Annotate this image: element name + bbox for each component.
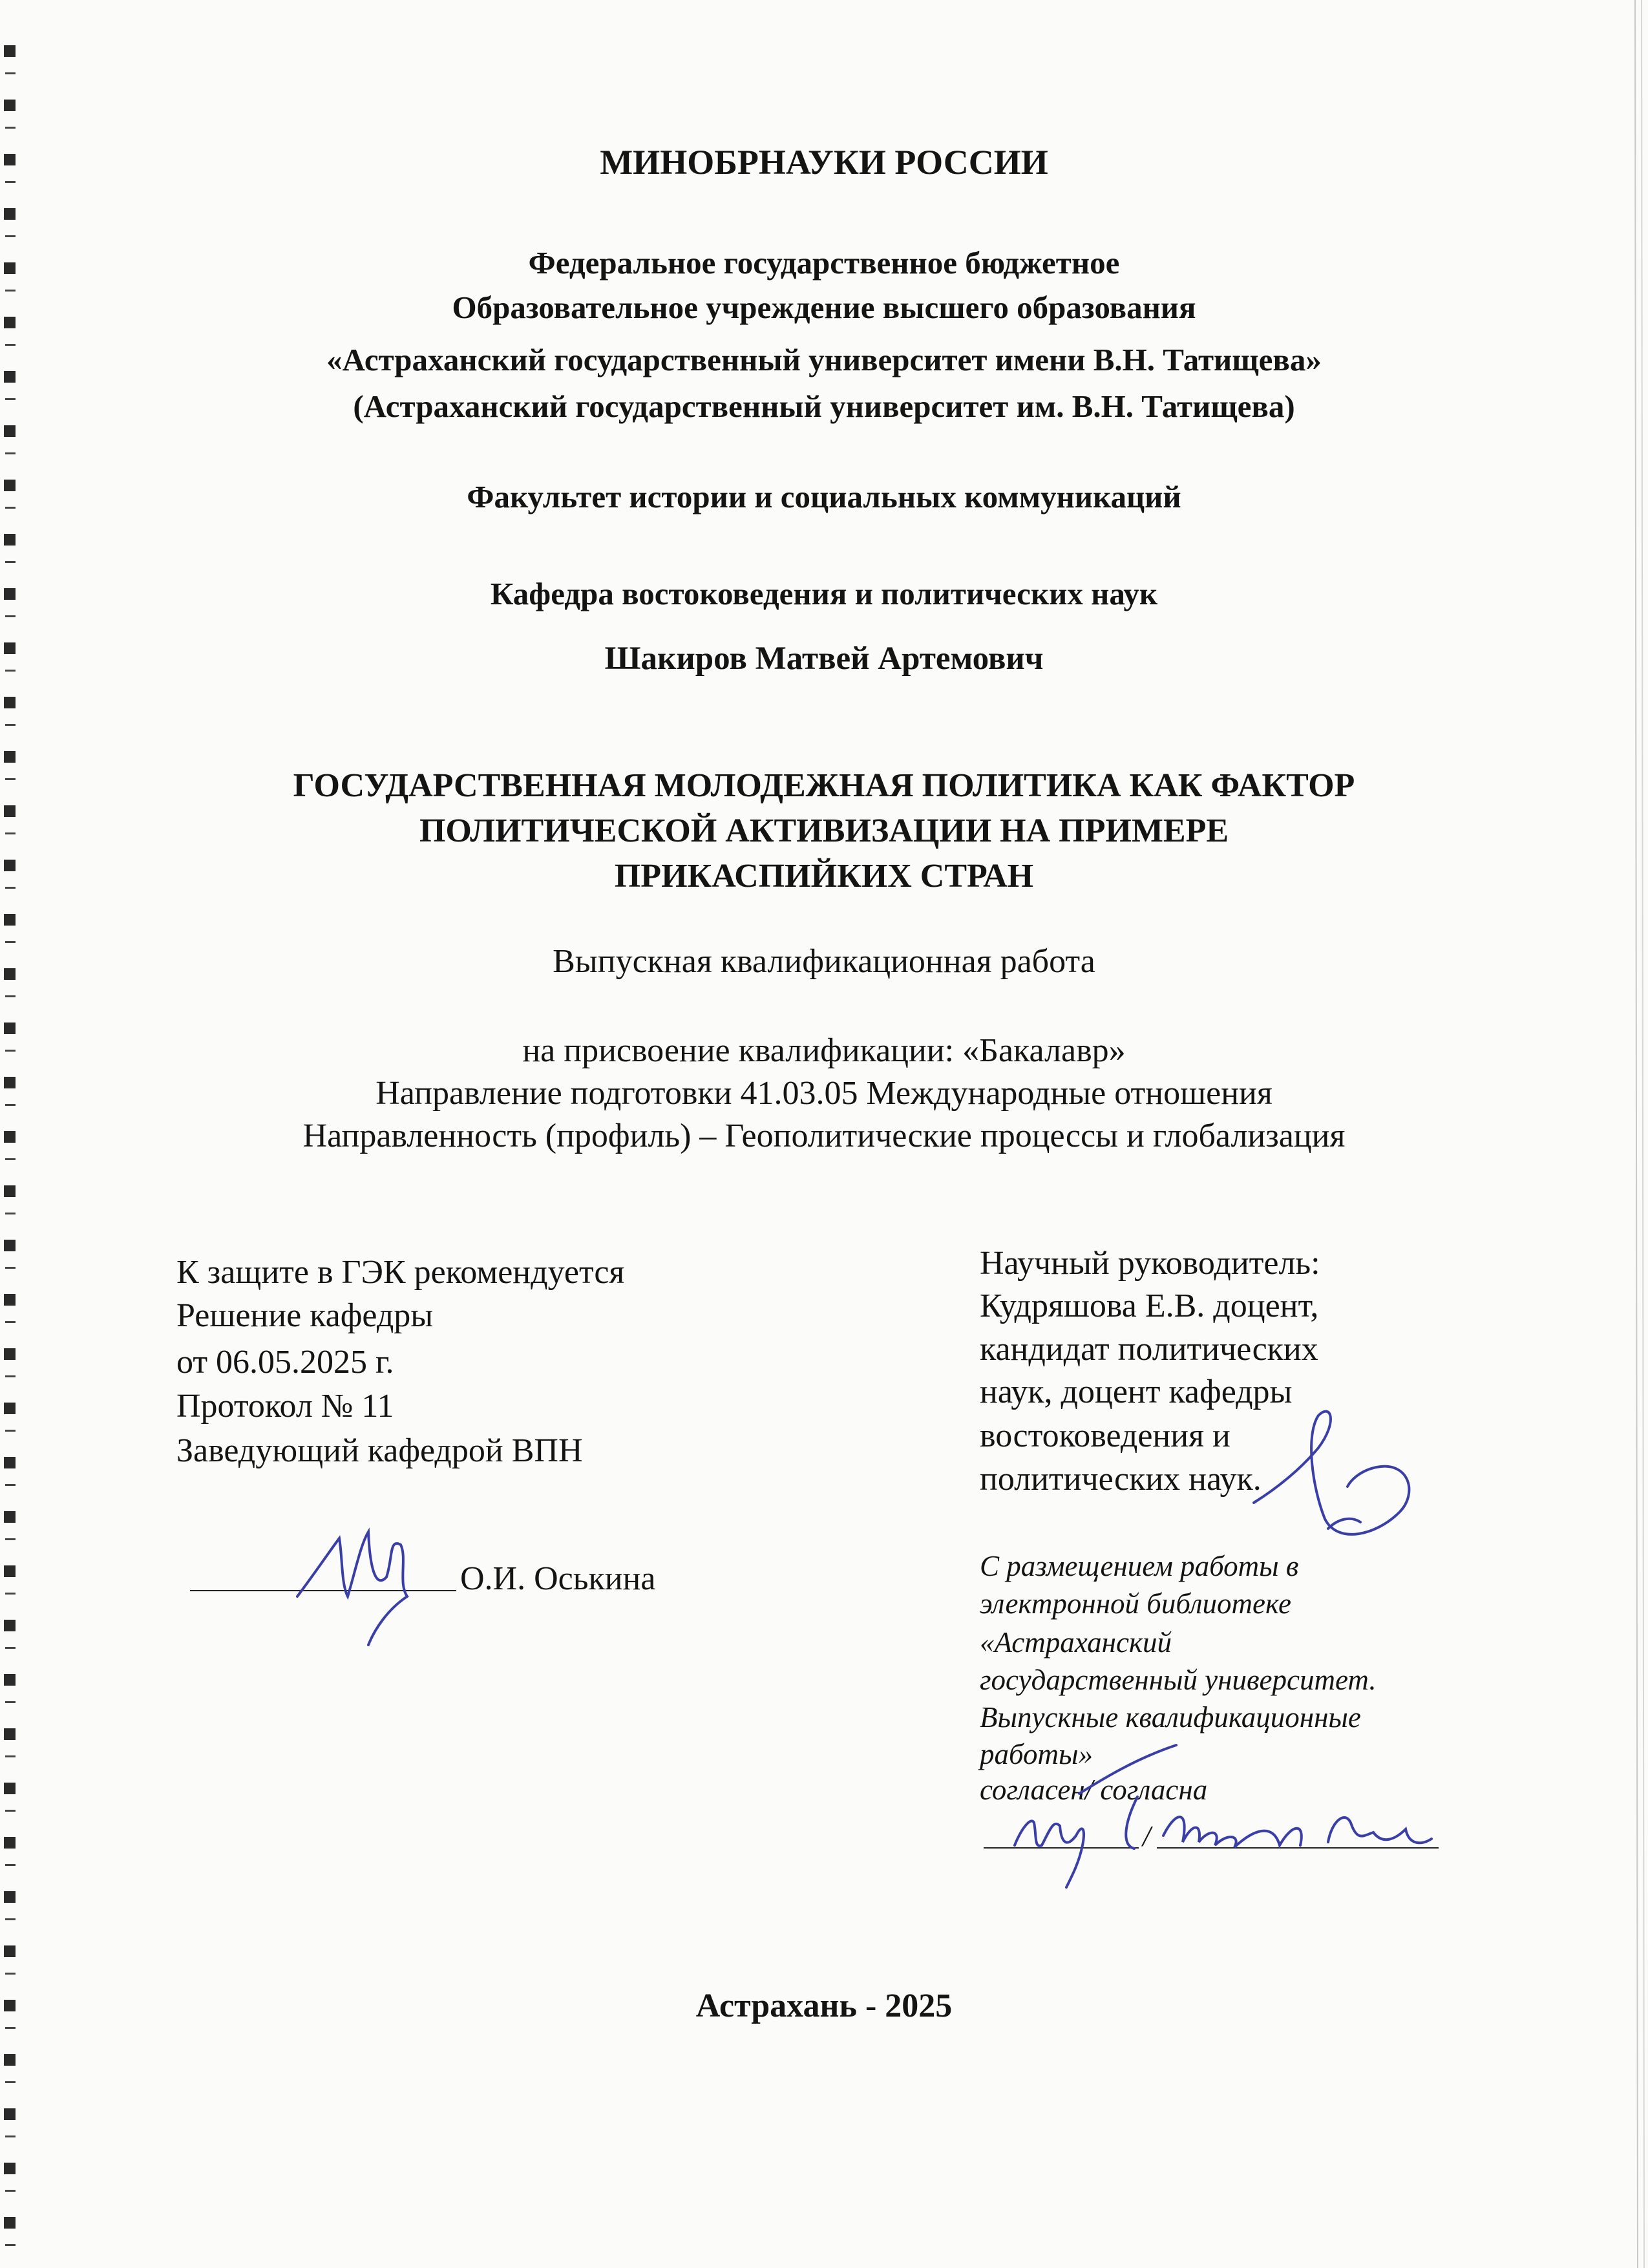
faculty-name: Факультет истории и социальных коммуникаций: [467, 479, 1181, 514]
binding-ring: [4, 45, 16, 57]
binding-tick: [5, 2136, 16, 2137]
binding-ring: [4, 751, 16, 763]
binding-tick: [5, 1755, 16, 1757]
consent-line-4: государственный университет.: [980, 1664, 1377, 1696]
binding-tick: [5, 724, 16, 726]
binding-ring: [4, 1348, 16, 1360]
binding-ring: [4, 1783, 16, 1794]
head-signer-name: О.И. Оськина: [460, 1560, 656, 1597]
consent-separator: /: [1143, 1820, 1151, 1852]
binding-ring: [4, 1294, 16, 1306]
ministry-heading: МИНОБРНАУКИ РОССИИ: [600, 143, 1048, 182]
binding-ring: [4, 208, 16, 220]
binding-ring: [4, 2054, 16, 2066]
binding-tick: [5, 235, 16, 237]
binding-tick: [5, 1213, 16, 1214]
binding-ring: [4, 425, 16, 437]
qualification-line: на присвоение квалификации: «Бакалавр»: [522, 1032, 1126, 1069]
binding-tick: [5, 1864, 16, 1866]
binding-ring: [4, 1185, 16, 1197]
binding-ring: [4, 1891, 16, 1903]
binding-ring: [4, 1728, 16, 1740]
thesis-title-line-3: ПРИКАСПИЙКИХ СТРАН: [614, 858, 1034, 895]
binding-ring: [4, 1511, 16, 1523]
binding-ring: [4, 1565, 16, 1577]
binding-tick: [5, 1538, 16, 1540]
institution-line-3: «Астраханский государственный университет имени В.Н. Татищева»: [326, 342, 1322, 377]
binding-tick: [5, 615, 16, 617]
binding-tick: [5, 1321, 16, 1323]
approval-line-2: Решение кафедры: [176, 1297, 434, 1334]
binding-tick: [5, 1973, 16, 1975]
binding-tick: [5, 1158, 16, 1160]
supervisor-label: Научный руководитель:: [980, 1245, 1320, 1282]
student-signature: [969, 1784, 1499, 1894]
binding-ring: [4, 1620, 16, 1631]
binding-tick: [5, 1484, 16, 1486]
binding-tick: [5, 1267, 16, 1269]
supervisor-signature: [1241, 1390, 1448, 1558]
binding-tick: [5, 1918, 16, 1920]
thesis-title-line-1: ГОСУДАРСТВЕННАЯ МОЛОДЕЖНАЯ ПОЛИТИКА КАК ФАКТОР: [293, 767, 1355, 804]
supervisor-position-3: политических наук.: [980, 1461, 1262, 1498]
consent-line-6: работы»: [980, 1738, 1093, 1770]
approval-date: от 06.05.2025 г.: [176, 1344, 394, 1381]
binding-ring: [4, 1457, 16, 1468]
department-name: Кафедра востоковедения и политических наук: [490, 576, 1158, 611]
binding-tick: [5, 1375, 16, 1377]
approval-line-1: К защите в ГЭК рекомендуется: [176, 1254, 625, 1291]
binding-tick: [5, 995, 16, 997]
consent-line-3: «Астраханский: [980, 1626, 1172, 1659]
binding-tick: [5, 452, 16, 454]
consent-line-5: Выпускные квалификационные: [980, 1701, 1361, 1733]
binding-ring: [4, 1837, 16, 1849]
binding-tick: [5, 2027, 16, 2029]
binding-ring: [4, 534, 16, 546]
profile-line: Направленность (профиль) – Геополитические процессы и глобализация: [302, 1118, 1346, 1154]
approval-protocol: Протокол № 11: [176, 1388, 394, 1425]
binding-ring: [4, 1240, 16, 1251]
binding-ring: [4, 1403, 16, 1414]
supervisor-position-2: востоковедения и: [980, 1417, 1231, 1454]
institution-line-4: (Астраханский государственный университет им. В.Н. Татищева): [353, 388, 1295, 424]
thesis-title-line-2: ПОЛИТИЧЕСКОЙ АКТИВИЗАЦИИ НА ПРИМЕРЕ: [419, 812, 1229, 849]
binding-ring: [4, 2108, 16, 2120]
binding-tick: [5, 2081, 16, 2083]
supervisor-name: Кудряшова Е.В. доцент,: [980, 1288, 1319, 1324]
binding-ring: [4, 914, 16, 926]
binding-tick: [5, 127, 16, 129]
consent-line-1: С размещением работы в: [980, 1550, 1299, 1582]
binding-tick: [5, 2190, 16, 2192]
institution-line-2: Образовательное учреждение высшего образования: [452, 290, 1196, 325]
binding-ring: [4, 2217, 16, 2229]
approval-head: Заведующий кафедрой ВПН: [176, 1432, 583, 1469]
binding-ring: [4, 1674, 16, 1686]
binding-tick: [5, 1701, 16, 1703]
binding-ring: [4, 2163, 16, 2174]
consent-line-7: согласен/ согласна: [980, 1774, 1208, 1806]
head-signature: [278, 1500, 446, 1655]
binding-tick: [5, 1593, 16, 1595]
consent-strike-mark: [1066, 1739, 1183, 1803]
binding-tick: [5, 1647, 16, 1649]
author-name: Шакиров Матвей Артемович: [604, 641, 1044, 677]
binding-tick: [5, 2244, 16, 2246]
binding-ring: [4, 100, 16, 111]
consent-line-2: электронной библиотеке: [980, 1587, 1291, 1620]
binding-tick: [5, 72, 16, 74]
supervisor-position-1: наук, доцент кафедры: [980, 1373, 1293, 1410]
binding-ring: [4, 1945, 16, 1957]
binding-tick: [5, 1810, 16, 1812]
city-year: Астрахань - 2025: [695, 1987, 953, 2024]
institution-line-1: Федеральное государственное бюджетное: [528, 245, 1120, 281]
binding-ring: [4, 697, 16, 708]
binding-tick: [5, 561, 16, 563]
supervisor-degree: кандидат политических: [980, 1331, 1318, 1368]
direction-line: Направление подготовки 41.03.05 Международные отношения: [375, 1075, 1273, 1112]
work-type: Выпускная квалификационная работа: [553, 943, 1095, 980]
binding-tick: [5, 1430, 16, 1432]
